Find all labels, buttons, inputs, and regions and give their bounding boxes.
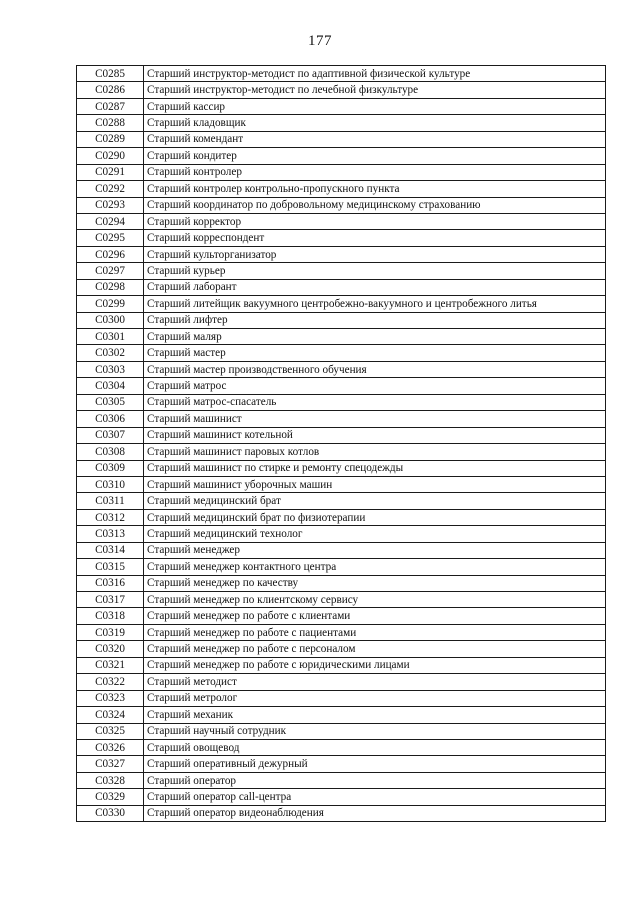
- occupation-title-cell: Старший менеджер: [144, 542, 606, 558]
- occupation-title-cell: Старший менеджер по работе с пациентами: [144, 624, 606, 640]
- table-row: [77, 624, 606, 640]
- occupation-code-cell: C0289: [77, 131, 144, 147]
- table-row: [77, 772, 606, 788]
- table-row: [77, 263, 606, 279]
- occupation-code-cell: C0305: [77, 394, 144, 410]
- occupation-code-cell: C0295: [77, 230, 144, 246]
- occupation-title-cell: Старший машинист паровых котлов: [144, 444, 606, 460]
- table-row: [77, 394, 606, 410]
- occupation-code-cell: C0300: [77, 312, 144, 328]
- occupation-title-cell: Старший координатор по добровольному медицинскому страхованию: [144, 197, 606, 213]
- occupation-code-cell: C0285: [77, 66, 144, 82]
- table-row: [77, 641, 606, 657]
- occupation-code-cell: C0320: [77, 641, 144, 657]
- occupation-code-cell: C0312: [77, 509, 144, 525]
- occupation-code-cell: C0310: [77, 476, 144, 492]
- occupation-title-cell: Старший медицинский технолог: [144, 526, 606, 542]
- occupation-title-cell: Старший медицинский брат по физиотерапии: [144, 509, 606, 525]
- occupation-title-cell: Старший метролог: [144, 690, 606, 706]
- table-row: [77, 279, 606, 295]
- table-row: [77, 411, 606, 427]
- table-row: [77, 509, 606, 525]
- occupation-title-cell: Старший научный сотрудник: [144, 723, 606, 739]
- occupation-title-cell: Старший контролер контрольно-пропускного пункта: [144, 181, 606, 197]
- table-row: [77, 345, 606, 361]
- occupation-code-cell: C0292: [77, 181, 144, 197]
- table-row: [77, 427, 606, 443]
- table-row: [77, 246, 606, 262]
- table-row: [77, 444, 606, 460]
- occupation-title-cell: Старший овощевод: [144, 739, 606, 755]
- occupation-code-cell: C0309: [77, 460, 144, 476]
- occupation-title-cell: Старший корректор: [144, 213, 606, 229]
- occupation-code-cell: C0311: [77, 493, 144, 509]
- table-row: [77, 296, 606, 312]
- table-row: [77, 542, 606, 558]
- occupation-title-cell: Старший методист: [144, 674, 606, 690]
- occupation-code-cell: C0322: [77, 674, 144, 690]
- occupation-title-cell: Старший культорганизатор: [144, 246, 606, 262]
- occupation-title-cell: Старший машинист уборочных машин: [144, 476, 606, 492]
- occupation-title-cell: Старший литейщик вакуумного центробежно-вакуумного и центробежного литья: [144, 296, 606, 312]
- occupation-code-cell: C0328: [77, 772, 144, 788]
- occupation-title-cell: Старший матрос-спасатель: [144, 394, 606, 410]
- occupation-code-cell: C0321: [77, 657, 144, 673]
- occupation-title-cell: Старший менеджер по клиентскому сервису: [144, 592, 606, 608]
- occupation-title-cell: Старший корреспондент: [144, 230, 606, 246]
- occupation-title-cell: Старший маляр: [144, 329, 606, 345]
- occupation-title-cell: Старший кондитер: [144, 148, 606, 164]
- occupation-title-cell: Старший кладовщик: [144, 115, 606, 131]
- table-row: [77, 312, 606, 328]
- occupation-title-cell: Старший оператор видеонаблюдения: [144, 805, 606, 821]
- occupation-code-cell: C0313: [77, 526, 144, 542]
- table-row: [77, 723, 606, 739]
- table-row: [77, 756, 606, 772]
- table-row: [77, 197, 606, 213]
- table-row: [77, 148, 606, 164]
- table-row: [77, 131, 606, 147]
- occupation-title-cell: Старший менеджер по работе с клиентами: [144, 608, 606, 624]
- occupation-code-cell: C0291: [77, 164, 144, 180]
- occupation-code-cell: C0302: [77, 345, 144, 361]
- table-row: [77, 98, 606, 114]
- occupation-title-cell: Старший мастер: [144, 345, 606, 361]
- table-row: [77, 559, 606, 575]
- page-number: 177: [308, 33, 332, 49]
- occupation-code-cell: C0286: [77, 82, 144, 98]
- occupation-title-cell: Старший лифтер: [144, 312, 606, 328]
- occupation-title-cell: Старший контролер: [144, 164, 606, 180]
- table-row: [77, 493, 606, 509]
- table-row: [77, 526, 606, 542]
- occupation-title-cell: Старший менеджер по качеству: [144, 575, 606, 591]
- occupation-title-cell: Старший медицинский брат: [144, 493, 606, 509]
- occupation-codes-table: [76, 65, 606, 822]
- occupation-code-cell: C0315: [77, 559, 144, 575]
- table-row: [77, 181, 606, 197]
- table-row: [77, 575, 606, 591]
- table-row: [77, 164, 606, 180]
- table-row: [77, 213, 606, 229]
- occupation-code-cell: C0324: [77, 707, 144, 723]
- occupation-code-cell: C0329: [77, 789, 144, 805]
- table-row: [77, 657, 606, 673]
- occupation-code-cell: C0323: [77, 690, 144, 706]
- occupation-title-cell: Старший инструктор-методист по адаптивной физической культуре: [144, 66, 606, 82]
- occupation-title-cell: Старший менеджер контактного центра: [144, 559, 606, 575]
- occupation-title-cell: Старший машинист по стирке и ремонту спецодежды: [144, 460, 606, 476]
- table-row: [77, 361, 606, 377]
- occupation-title-cell: Старший менеджер по работе с персоналом: [144, 641, 606, 657]
- table-row: [77, 460, 606, 476]
- table-row: [77, 592, 606, 608]
- occupation-title-cell: Старший курьер: [144, 263, 606, 279]
- occupation-title-cell: Старший машинист котельной: [144, 427, 606, 443]
- occupation-title-cell: Старший мастер производственного обучения: [144, 361, 606, 377]
- occupation-code-cell: C0306: [77, 411, 144, 427]
- table-row: [77, 378, 606, 394]
- occupation-code-cell: C0296: [77, 246, 144, 262]
- occupation-title-cell: Старший оперативный дежурный: [144, 756, 606, 772]
- occupation-code-cell: C0288: [77, 115, 144, 131]
- occupation-code-cell: C0299: [77, 296, 144, 312]
- table-row: [77, 608, 606, 624]
- table-row: [77, 805, 606, 821]
- table-row: [77, 82, 606, 98]
- table-row: [77, 66, 606, 82]
- occupation-title-cell: Старший лаборант: [144, 279, 606, 295]
- occupation-code-cell: C0318: [77, 608, 144, 624]
- occupation-code-cell: C0327: [77, 756, 144, 772]
- occupation-title-cell: Старший машинист: [144, 411, 606, 427]
- occupation-code-cell: C0301: [77, 329, 144, 345]
- table-body: [77, 66, 606, 822]
- occupation-code-cell: C0325: [77, 723, 144, 739]
- table-row: [77, 329, 606, 345]
- occupation-code-cell: C0326: [77, 739, 144, 755]
- occupation-title-cell: Старший оператор: [144, 772, 606, 788]
- occupation-title-cell: Старший кассир: [144, 98, 606, 114]
- occupation-code-cell: C0317: [77, 592, 144, 608]
- occupation-title-cell: Старший оператор call-центра: [144, 789, 606, 805]
- occupation-title-cell: Старший инструктор-методист по лечебной физкультуре: [144, 82, 606, 98]
- occupation-code-cell: C0287: [77, 98, 144, 114]
- table-row: [77, 674, 606, 690]
- occupation-code-cell: C0308: [77, 444, 144, 460]
- occupation-title-cell: Старший менеджер по работе с юридическими лицами: [144, 657, 606, 673]
- occupation-code-cell: C0298: [77, 279, 144, 295]
- occupation-code-cell: C0330: [77, 805, 144, 821]
- occupation-title-cell: Старший комендант: [144, 131, 606, 147]
- table-row: [77, 476, 606, 492]
- table-row: [77, 707, 606, 723]
- table-row: [77, 115, 606, 131]
- occupation-code-cell: C0290: [77, 148, 144, 164]
- occupation-code-cell: C0297: [77, 263, 144, 279]
- occupation-code-cell: C0307: [77, 427, 144, 443]
- occupation-code-cell: C0314: [77, 542, 144, 558]
- occupation-title-cell: Старший матрос: [144, 378, 606, 394]
- occupation-code-cell: C0316: [77, 575, 144, 591]
- occupation-code-cell: C0294: [77, 213, 144, 229]
- table-row: [77, 789, 606, 805]
- table-row: [77, 690, 606, 706]
- table-row: [77, 230, 606, 246]
- occupation-code-cell: C0303: [77, 361, 144, 377]
- occupation-code-cell: C0319: [77, 624, 144, 640]
- occupation-code-cell: C0293: [77, 197, 144, 213]
- occupation-code-cell: C0304: [77, 378, 144, 394]
- table-row: [77, 739, 606, 755]
- occupation-title-cell: Старший механик: [144, 707, 606, 723]
